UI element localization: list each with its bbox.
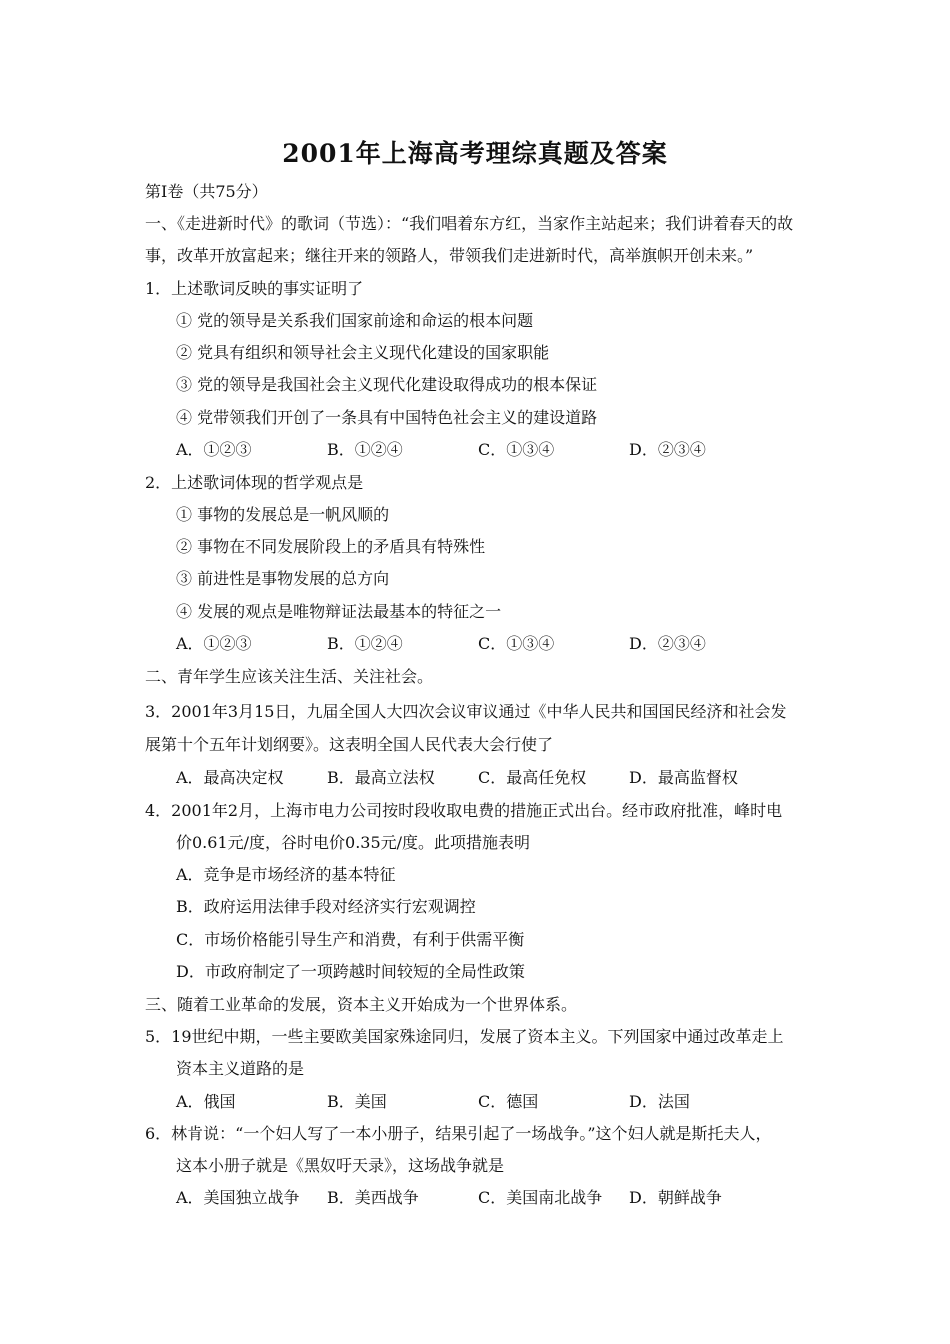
q1-option-b: B．①②④ bbox=[327, 440, 403, 459]
q4-option-c: C．市场价格能引导生产和消费，有利于供需平衡 bbox=[176, 930, 525, 949]
part1-intro-line1: 一、《走进新时代》的歌词（节选）：“我们唱着东方红，当家作主站起来；我们讲着春天的故 bbox=[145, 214, 794, 233]
q2-option-a: A．①②③ bbox=[176, 634, 252, 653]
q2-option-c: C．①③④ bbox=[478, 634, 555, 653]
q6-stem-line2: 这本小册子就是《黑奴吁天录》，这场战争就是 bbox=[176, 1156, 505, 1175]
q1-option-c: C．①③④ bbox=[478, 440, 555, 459]
q6-option-b: B．美西战争 bbox=[327, 1188, 419, 1207]
q5-option-d: D．法国 bbox=[629, 1092, 690, 1111]
q6-option-d: D．朝鲜战争 bbox=[629, 1188, 722, 1207]
q2-item-2: ② 事物在不同发展阶段上的矛盾具有特殊性 bbox=[176, 537, 486, 556]
q1-item-4: ④ 党带领我们开创了一条具有中国特色社会主义的建设道路 bbox=[176, 408, 598, 427]
q3-stem-line1: 3．2001年3月15日，九届全国人大四次会议审议通过《中华人民共和国国民经济和社会发 bbox=[145, 702, 787, 721]
q2-item-3: ③ 前进性是事物发展的总方向 bbox=[176, 569, 390, 588]
part2-intro: 二、青年学生应该关注生活、关注社会。 bbox=[145, 667, 434, 686]
q1-option-d: D．②③④ bbox=[629, 440, 706, 459]
q3-option-a: A．最高决定权 bbox=[176, 768, 284, 787]
q5-option-a: A．俄国 bbox=[176, 1092, 236, 1111]
q6-option-c: C．美国南北战争 bbox=[478, 1188, 603, 1207]
q5-stem-line2: 资本主义道路的是 bbox=[176, 1059, 305, 1078]
q1-item-1: ① 党的领导是关系我们国家前途和命运的根本问题 bbox=[176, 311, 534, 330]
q5-stem-line1: 5．19世纪中期，一些主要欧美国家殊途同归，发展了资本主义。下列国家中通过改革走上 bbox=[145, 1027, 784, 1046]
q4-option-b: B．政府运用法律手段对经济实行宏观调控 bbox=[176, 897, 476, 916]
q2-stem: 2．上述歌词体现的哲学观点是 bbox=[145, 473, 364, 492]
q4-option-a: A．竞争是市场经济的基本特征 bbox=[176, 865, 396, 884]
q3-option-c: C．最高任免权 bbox=[478, 768, 587, 787]
q4-stem-line1: 4．2001年2月，上海市电力公司按时段收取电费的措施正式出台。经市政府批准，峰时电 bbox=[145, 801, 783, 820]
q3-stem-line2: 展第十个五年计划纲要》。这表明全国人民代表大会行使了 bbox=[145, 735, 554, 754]
q1-stem: 1．上述歌词反映的事实证明了 bbox=[145, 279, 364, 298]
q5-option-b: B．美国 bbox=[327, 1092, 387, 1111]
q3-option-d: D．最高监督权 bbox=[629, 768, 738, 787]
q3-option-b: B．最高立法权 bbox=[327, 768, 435, 787]
section-header: 第Ⅰ卷（共75分） bbox=[145, 182, 268, 201]
q2-option-b: B．①②④ bbox=[327, 634, 403, 653]
part3-intro: 三、随着工业革命的发展，资本主义开始成为一个世界体系。 bbox=[145, 995, 578, 1014]
q4-stem-line2: 价0.61元/度，谷时电价0.35元/度。此项措施表明 bbox=[176, 833, 531, 852]
page-title: 2001年上海高考理综真题及答案 bbox=[282, 139, 668, 168]
part1-intro-line2: 事，改革开放富起来；继往开来的领路人，带领我们走进新时代，高举旗帜开创未来。” bbox=[145, 246, 754, 265]
q6-stem-line1: 6．林肯说：“一个妇人写了一本小册子，结果引起了一场战争。”这个妇人就是斯托夫人， bbox=[145, 1124, 772, 1143]
q2-item-4: ④ 发展的观点是唯物辩证法最基本的特征之一 bbox=[176, 602, 502, 621]
q4-option-d: D．市政府制定了一项跨越时间较短的全局性政策 bbox=[176, 962, 525, 981]
q2-item-1: ① 事物的发展总是一帆风顺的 bbox=[176, 505, 390, 524]
q2-option-d: D．②③④ bbox=[629, 634, 706, 653]
q5-option-c: C．德国 bbox=[478, 1092, 539, 1111]
q1-item-3: ③ 党的领导是我国社会主义现代化建设取得成功的根本保证 bbox=[176, 375, 598, 394]
q1-item-2: ② 党具有组织和领导社会主义现代化建设的国家职能 bbox=[176, 343, 550, 362]
q6-option-a: A．美国独立战争 bbox=[176, 1188, 300, 1207]
q1-option-a: A．①②③ bbox=[176, 440, 252, 459]
